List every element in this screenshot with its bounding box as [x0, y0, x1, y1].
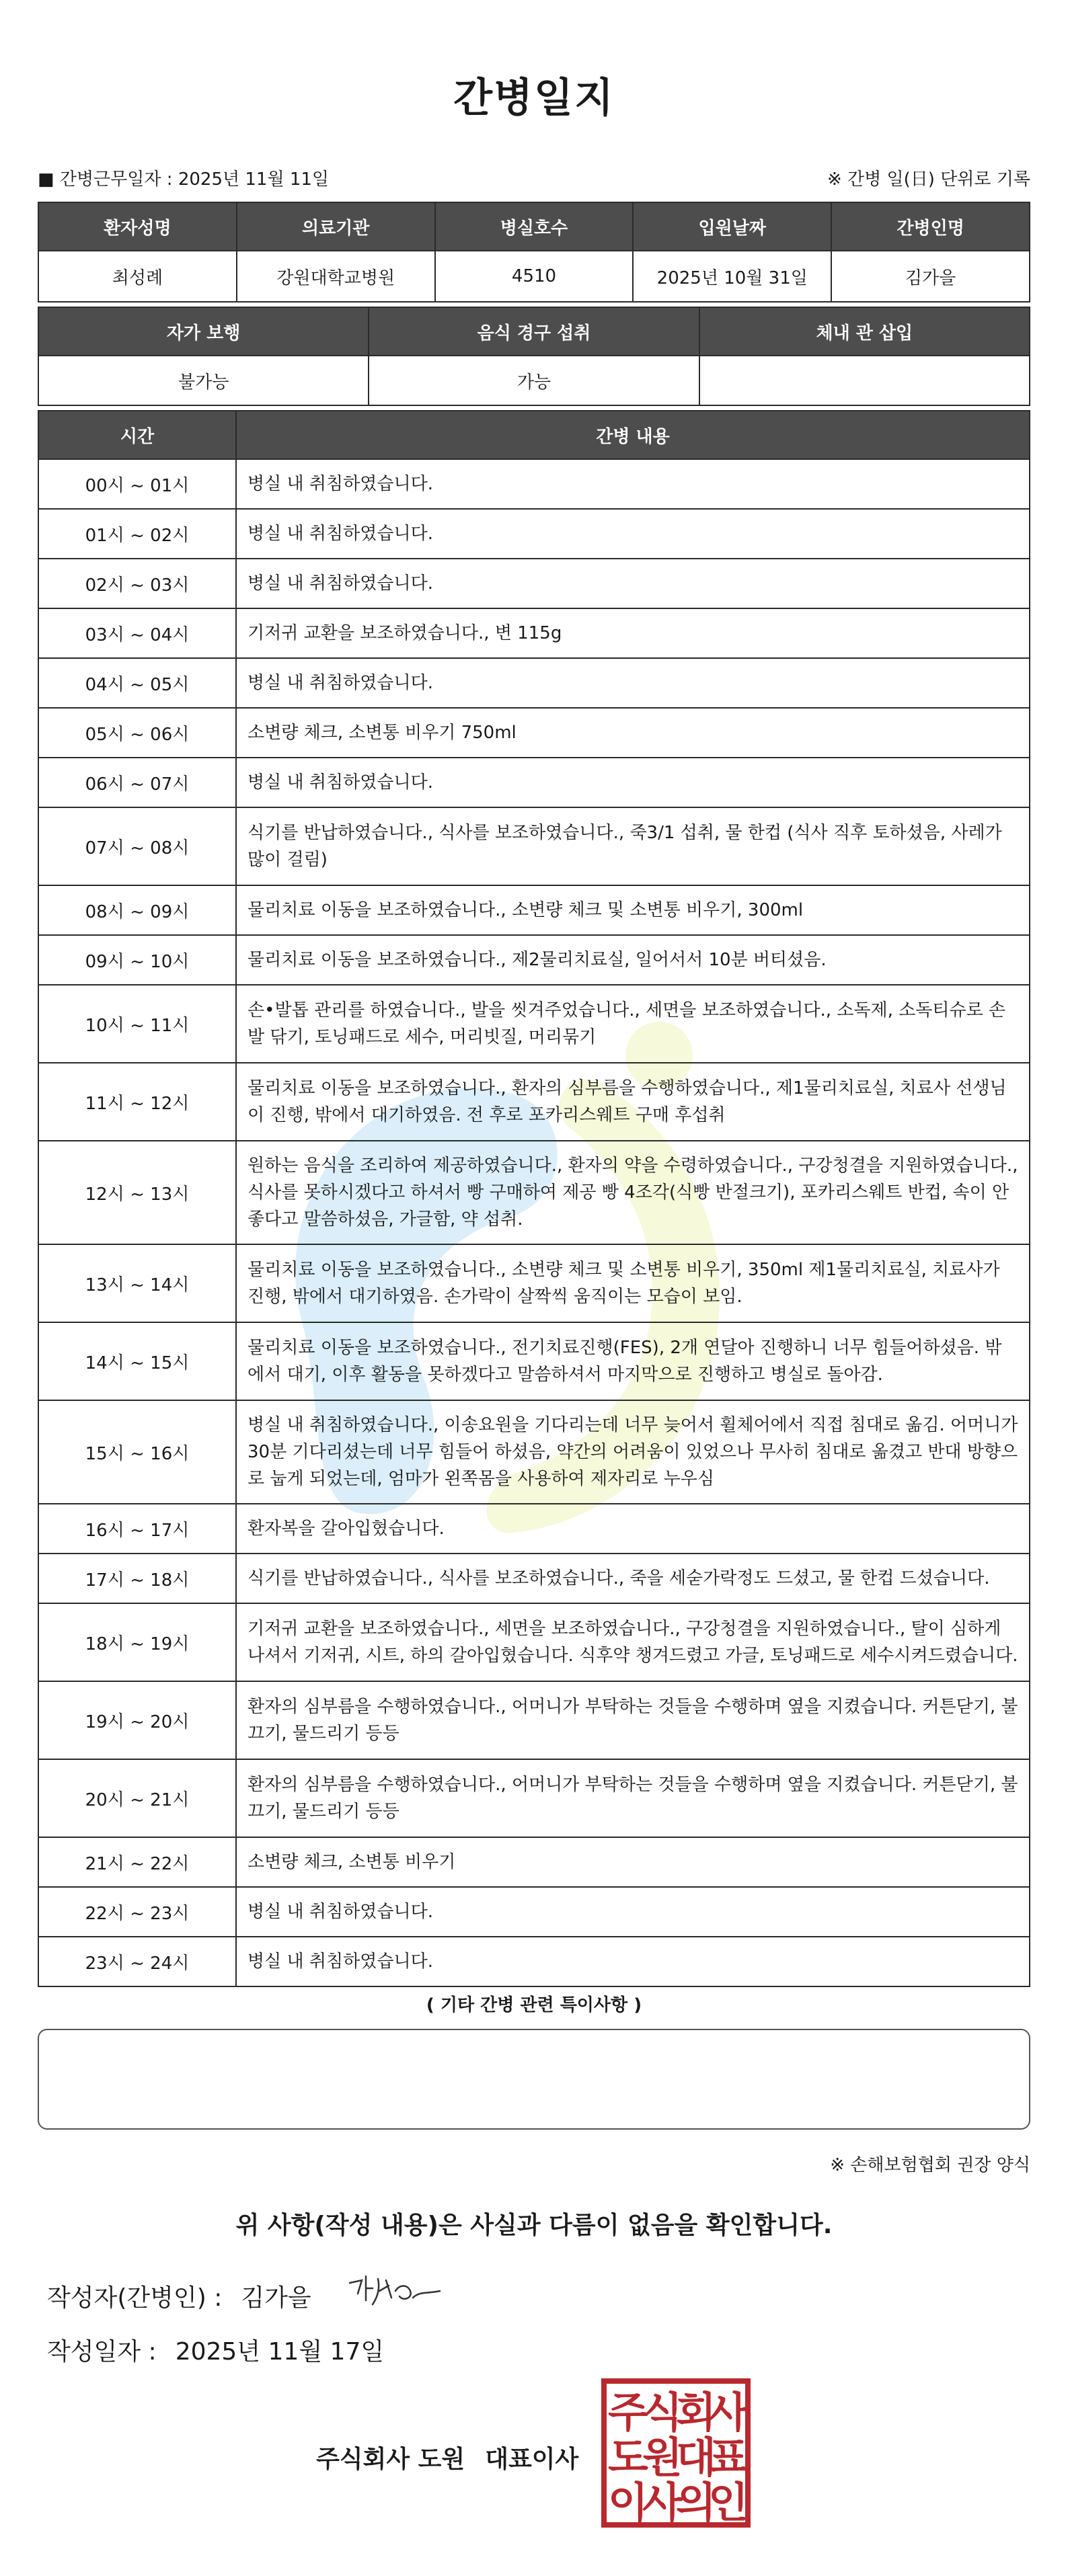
svg-text:사: 사 [642, 2478, 683, 2527]
work-date: ■ 간병근무일자 : 2025년 11월 11일 [38, 169, 330, 190]
svg-text:원: 원 [642, 2433, 683, 2482]
svg-text:대: 대 [676, 2433, 716, 2482]
table-row [38, 1837, 1030, 1887]
log-time: 09시 ~ 10시 [38, 935, 236, 985]
log-time: 11시 ~ 12시 [38, 1063, 236, 1141]
log-content: 기저귀 교환을 보조하였습니다., 변 115g [236, 608, 1030, 658]
table-row [38, 509, 1030, 559]
log-time: 03시 ~ 04시 [38, 608, 236, 658]
tube-insertion [699, 356, 1030, 405]
log-content: 병실 내 취침하였습니다. [236, 758, 1030, 807]
table-row [38, 1937, 1030, 1986]
log-content: 병실 내 취침하였습니다. [236, 1887, 1030, 1937]
log-content: 물리치료 이동을 보조하였습니다., 환자의 심부름을 수행하였습니다., 제1물리치료실, 치료사 선생님이 진행, 밖에서 대기하였음. 전 후로 포카리스웨트 구매 후섭취 [236, 1063, 1030, 1141]
log-time: 16시 ~ 17시 [38, 1504, 236, 1554]
log-content: 물리치료 이동을 보조하였습니다., 소변량 체크 및 소변통 비우기, 300ml [236, 885, 1030, 935]
log-content: 병실 내 취침하였습니다. [236, 658, 1030, 708]
table-row [38, 658, 1030, 708]
log-content: 환자복을 갈아입혔습니다. [236, 1504, 1030, 1554]
room-number: 4510 [435, 251, 634, 302]
header-caregiver-name: 간병인명 [831, 202, 1030, 251]
patient-status-table [38, 307, 1030, 406]
log-time: 19시 ~ 20시 [38, 1681, 236, 1759]
log-content: 손•발톱 관리를 하였습니다., 발을 씻겨주었습니다., 세면을 보조하였습니다., 소독제, 소독티슈로 손발 닦기, 토닝패드로 세수, 머리빗질, 머리묶기 [236, 985, 1030, 1063]
log-content: 병실 내 취침하였습니다. [236, 509, 1030, 559]
table-row [38, 1244, 1030, 1322]
svg-text:인: 인 [708, 2478, 749, 2527]
author-row [47, 2279, 311, 2313]
log-time: 01시 ~ 02시 [38, 509, 236, 559]
log-time: 04시 ~ 05시 [38, 658, 236, 708]
author-signature [346, 2271, 447, 2311]
log-time: 12시 ~ 13시 [38, 1141, 236, 1244]
table-row [38, 1887, 1030, 1937]
table-row [38, 1554, 1030, 1603]
log-content: 물리치료 이동을 보조하였습니다., 제2물리치료실, 일어서서 10분 버티셨음. [236, 935, 1030, 985]
patient-name: 최성례 [38, 251, 237, 302]
form-source: ※ 손해보험협회 권장 양식 [830, 2155, 1030, 2175]
log-time: 06시 ~ 07시 [38, 758, 236, 807]
svg-text:사: 사 [708, 2388, 749, 2437]
table-row [38, 885, 1030, 935]
table-row [38, 459, 1030, 509]
log-time: 10시 ~ 11시 [38, 985, 236, 1063]
confirmation-statement: 위 사항(작성 내용)은 사실과 다름이 없음을 확인합니다. [235, 2212, 833, 2239]
table-row [38, 708, 1030, 758]
company-seal [599, 2376, 753, 2530]
header-self-walking: 자가 보행 [38, 307, 369, 356]
table-row [38, 758, 1030, 807]
oral-intake: 가능 [369, 356, 699, 405]
table-row [38, 1063, 1030, 1141]
log-content: 원하는 음식을 조리하여 제공하였습니다., 환자의 약을 수령하였습니다., 구강청결을 지원하였습니다., 식사를 못하시겠다고 하셔서 빵 구매하여 제공 빵 4조각(식빵 반절크기), 포카리스웨트 반컵, 속이 안좋다고 말씀하셨음, 가글함, 약 섭취. [236, 1141, 1030, 1244]
log-content: 병실 내 취침하였습니다., 이송요원을 기다리는데 너무 늦어서 휠체어에서 직접 침대로 옮김. 어머니가 30분 기다리셨는데 너무 힘들어 하셨음, 약간의 어려움이 있었으나 무사히 침대로 옮겼고 반대 방향으로 눕게 되었는데, 엄마가 왼쪽몸을 사용하여 제자리로 누우심 [236, 1400, 1030, 1504]
care-log-table [38, 410, 1030, 1987]
svg-text:의: 의 [676, 2478, 716, 2527]
log-content: 환자의 심부름을 수행하였습니다., 어머니가 부탁하는 것들을 수행하며 옆을 지켰습니다. 커튼닫기, 불끄기, 물드리기 등등 [236, 1759, 1030, 1837]
svg-text:이: 이 [608, 2478, 648, 2527]
log-content: 식기를 반납하였습니다., 식사를 보조하였습니다., 죽을 세숟가락정도 드셨고, 물 한컵 드셨습니다. [236, 1554, 1030, 1603]
table-row [38, 608, 1030, 658]
log-time: 07시 ~ 08시 [38, 807, 236, 885]
log-time: 18시 ~ 19시 [38, 1603, 236, 1681]
svg-text:회: 회 [676, 2388, 716, 2437]
admission-date: 2025년 10월 31일 [633, 251, 831, 302]
log-content: 물리치료 이동을 보조하였습니다., 소변량 체크 및 소변통 비우기, 350ml 제1물리치료실, 치료사가 진행, 밖에서 대기하였음. 손가락이 살짝씩 움직이는 모습이 보임. [236, 1244, 1030, 1322]
header-room-number: 병실호수 [435, 202, 634, 251]
log-time: 22시 ~ 23시 [38, 1887, 236, 1937]
self-walking: 불가능 [38, 356, 369, 405]
log-content: 환자의 심부름을 수행하였습니다., 어머니가 부탁하는 것들을 수행하며 옆을 지켰습니다. 커튼닫기, 불끄기, 물드리기 등등 [236, 1681, 1030, 1759]
notes-box [38, 2029, 1030, 2130]
author-name: 김가을 [241, 2284, 311, 2312]
table-row [38, 1141, 1030, 1244]
log-content: 소변량 체크, 소변통 비우기 [236, 1837, 1030, 1887]
log-content: 병실 내 취침하였습니다. [236, 459, 1030, 509]
svg-text:도: 도 [608, 2433, 648, 2482]
header-time: 시간 [38, 411, 236, 459]
table-row [38, 1322, 1030, 1400]
log-time: 17시 ~ 18시 [38, 1554, 236, 1603]
log-time: 15시 ~ 16시 [38, 1400, 236, 1504]
header-patient-name: 환자성명 [38, 202, 237, 251]
log-content: 병실 내 취침하였습니다. [236, 1937, 1030, 1986]
svg-text:주: 주 [608, 2388, 648, 2437]
log-time: 02시 ~ 03시 [38, 559, 236, 608]
log-time: 13시 ~ 14시 [38, 1244, 236, 1322]
unit-note: ※ 간병 일(日) 단위로 기록 [827, 169, 1030, 190]
header-tube-insertion: 체내 관 삽입 [699, 307, 1030, 356]
header-oral-intake: 음식 경구 섭취 [369, 307, 699, 356]
header-admission-date: 입원날짜 [633, 202, 831, 251]
company-name: 주식회사 도원 [316, 2446, 465, 2473]
log-time: 23시 ~ 24시 [38, 1937, 236, 1986]
written-date: 2025년 11월 17일 [175, 2338, 385, 2366]
table-row [38, 985, 1030, 1063]
company-title: 대표이사 [485, 2446, 579, 2473]
log-content: 병실 내 취침하였습니다. [236, 559, 1030, 608]
table-row [38, 935, 1030, 985]
table-row [38, 1603, 1030, 1681]
log-content: 소변량 체크, 소변통 비우기 750ml [236, 708, 1030, 758]
notes-title: ( 기타 간병 관련 특이사항 ) [426, 1995, 642, 2015]
log-time: 00시 ~ 01시 [38, 459, 236, 509]
log-time: 08시 ~ 09시 [38, 885, 236, 935]
table-row [38, 1400, 1030, 1504]
log-time: 21시 ~ 22시 [38, 1837, 236, 1887]
table-row [38, 807, 1030, 885]
patient-info-table [38, 202, 1030, 303]
svg-text:식: 식 [642, 2388, 683, 2437]
log-time: 20시 ~ 21시 [38, 1759, 236, 1837]
hospital: 강원대학교병원 [237, 251, 435, 302]
company-signature [316, 2440, 578, 2474]
log-time: 14시 ~ 15시 [38, 1322, 236, 1400]
svg-text:표: 표 [708, 2433, 749, 2482]
header-hospital: 의료기관 [237, 202, 435, 251]
header-care-content: 간병 내용 [236, 411, 1030, 459]
table-row [38, 1759, 1030, 1837]
table-row [38, 559, 1030, 608]
written-date-row [47, 2333, 384, 2367]
page-title: 간병일지 [453, 75, 615, 122]
log-content: 기저귀 교환을 보조하였습니다., 세면을 보조하였습니다., 구강청결을 지원하였습니다., 탈이 심하게 나셔서 기저귀, 시트, 하의 갈아입혔습니다. 식후약 챙겨드렸고 가글, 토닝패드로 세수시켜드렸습니다. [236, 1603, 1030, 1681]
author-label: 작성자(간병인) : [47, 2284, 223, 2312]
log-content: 식기를 반납하였습니다., 식사를 보조하였습니다., 죽3/1 섭취, 물 한컵 (식사 직후 토하셨음, 사레가 많이 걸림) [236, 807, 1030, 885]
table-row [38, 1681, 1030, 1759]
log-content: 물리치료 이동을 보조하였습니다., 전기치료진행(FES), 2개 연달아 진행하니 너무 힘들어하셨음. 밖에서 대기, 이후 활동을 못하겠다고 말씀하셔서 마지막으로 진행하고 병실로 돌아감. [236, 1322, 1030, 1400]
log-time: 05시 ~ 06시 [38, 708, 236, 758]
table-row [38, 1504, 1030, 1554]
caregiver-name: 김가을 [831, 251, 1030, 302]
written-date-label: 작성일자 : [47, 2338, 157, 2366]
